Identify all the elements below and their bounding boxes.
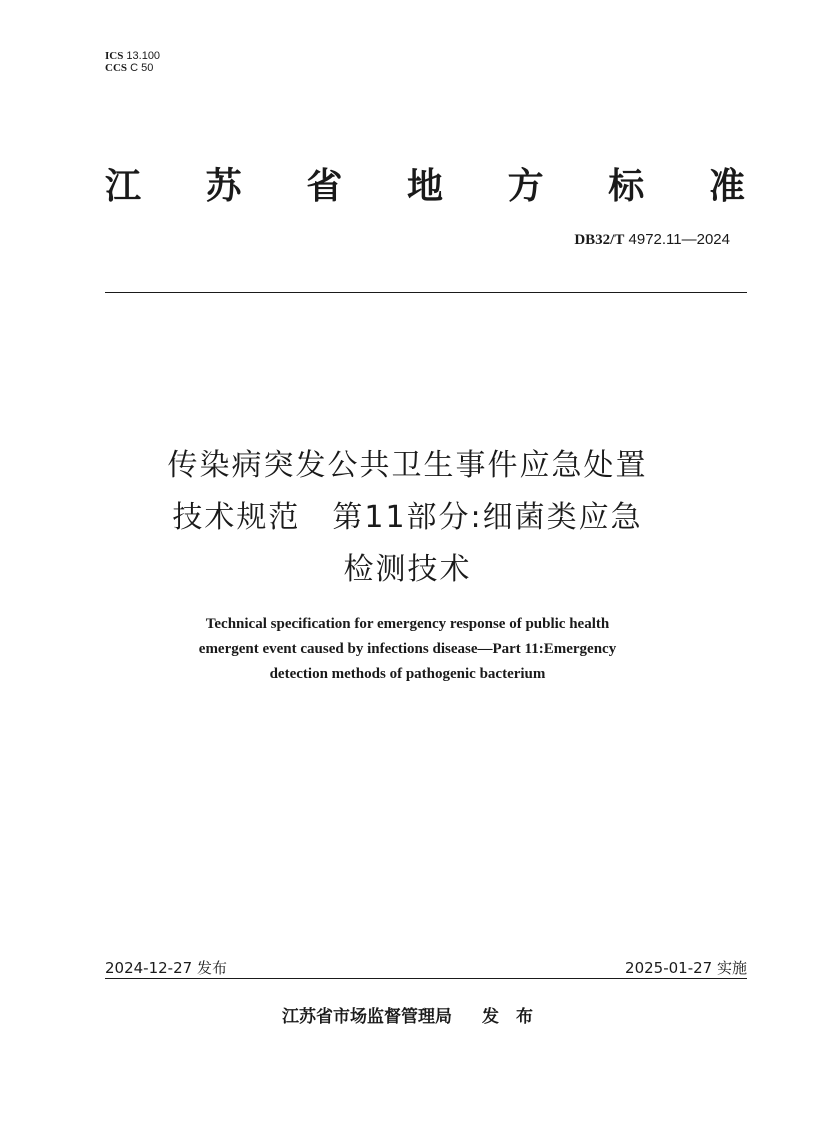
publisher-name: 江苏省市场监督管理局 bbox=[282, 1007, 452, 1027]
header-char: 地 bbox=[406, 166, 443, 207]
header-char: 准 bbox=[708, 166, 745, 207]
implementation-date: 2025-01-27 实施 bbox=[625, 959, 747, 977]
english-title-line: Technical specification for emergency response of public health bbox=[205, 616, 610, 632]
publish-label: 发 布 bbox=[482, 1007, 533, 1027]
header-char: 苏 bbox=[205, 166, 242, 207]
chinese-title-line: 检测技术 bbox=[343, 552, 472, 587]
issue-date: 2024-12-27 发布 bbox=[105, 959, 227, 977]
english-title-line: emergent event caused by infections disease—Part 11:Emergency bbox=[198, 641, 617, 657]
classification-codes bbox=[105, 50, 160, 74]
ics-code: ICS 13.100 bbox=[105, 50, 161, 62]
bottom-divider bbox=[105, 978, 747, 979]
chinese-title bbox=[0, 440, 815, 596]
top-divider bbox=[105, 292, 747, 293]
header-char: 省 bbox=[306, 166, 343, 207]
chinese-title-line: 传染病突发公共卫生事件应急处置 bbox=[167, 448, 648, 483]
standard-number: DB32/T 4972.11—2024 bbox=[574, 231, 730, 248]
english-title-line: detection methods of pathogenic bacterium bbox=[269, 666, 546, 682]
english-title bbox=[0, 612, 815, 687]
header-char: 标 bbox=[608, 166, 645, 207]
ccs-code: CCS C 50 bbox=[105, 62, 154, 74]
standard-category-title bbox=[105, 158, 745, 209]
header-char: 方 bbox=[507, 166, 544, 207]
header-char: 江 bbox=[105, 166, 142, 207]
publisher bbox=[0, 1002, 815, 1027]
chinese-title-line: 技术规范 第11部分:细菌类应急 bbox=[172, 500, 643, 535]
